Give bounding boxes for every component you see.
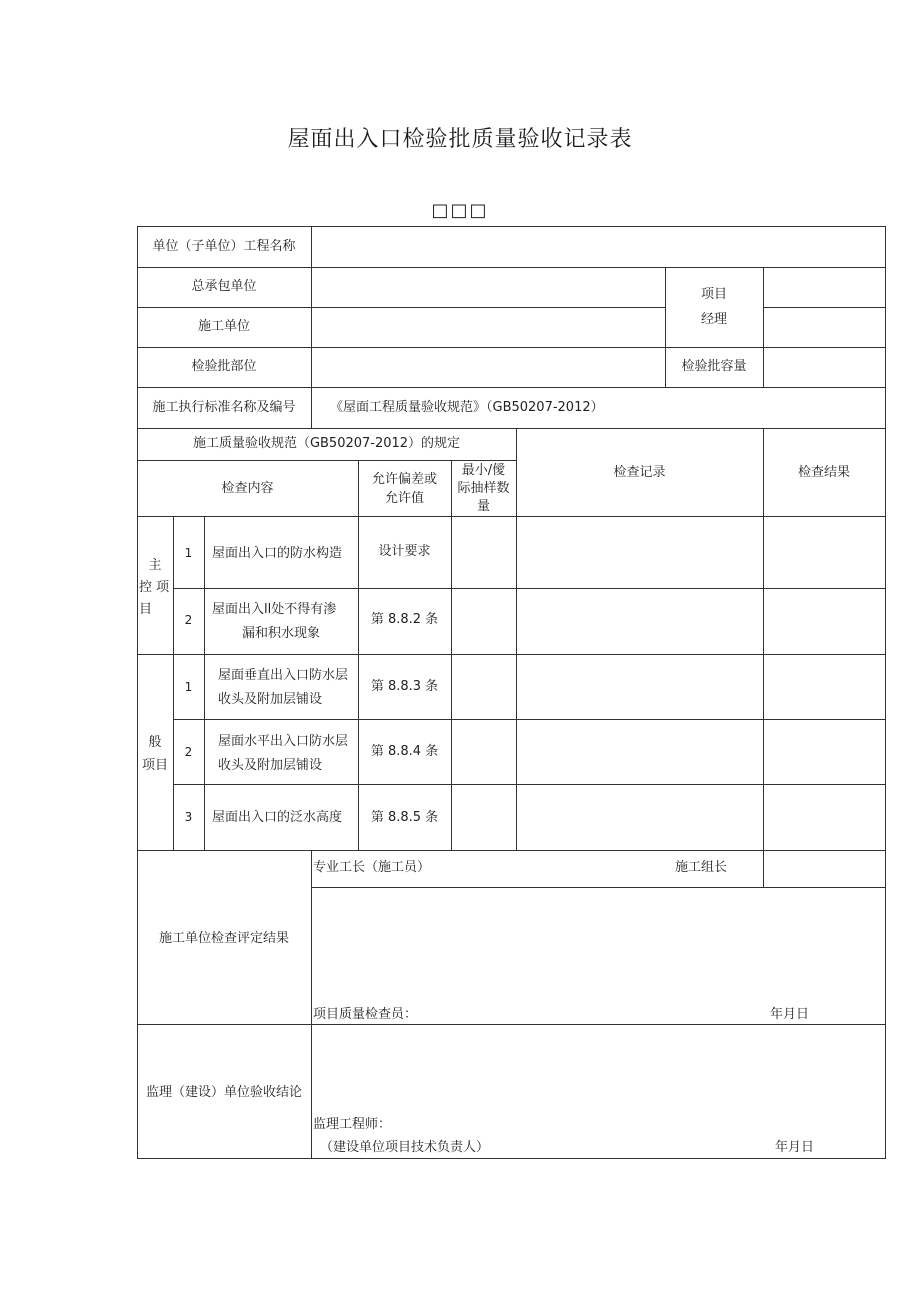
date-1: 年月日 bbox=[770, 1007, 810, 1022]
record-header: 检查记录 bbox=[613, 465, 666, 480]
project-manager-label-1: 项目 bbox=[700, 287, 727, 302]
general-item-1-no: 1 bbox=[184, 680, 193, 694]
team-leader-label: 施工组长 bbox=[675, 860, 728, 875]
sample-header-1: 最小/僾 bbox=[461, 463, 506, 478]
main-item-1-req: 设计要求 bbox=[378, 544, 431, 559]
batch-location-label: 检验批部位 bbox=[191, 359, 257, 374]
allow-header-2: 允许值 bbox=[384, 491, 424, 506]
general-contractor-label: 总承包单位 bbox=[191, 279, 257, 294]
general-item-2-req: 第 8.8.4 条 bbox=[370, 744, 439, 759]
page-title: 屋面出入口检验批质量验收记录表 bbox=[287, 127, 633, 152]
main-control-label-1: 主 bbox=[148, 558, 162, 573]
result-header: 检查结果 bbox=[797, 465, 850, 480]
foreman-label: 专业工长（施工员） bbox=[313, 860, 431, 875]
general-item-1-content-2: 收头及附加层铺设 bbox=[218, 692, 323, 707]
form-code: □□□ bbox=[431, 200, 489, 221]
engineer-label: 监理工程师： bbox=[313, 1117, 392, 1132]
general-item-2-no: 2 bbox=[184, 745, 193, 759]
date-2: 年月日 bbox=[775, 1140, 815, 1155]
general-item-3-no: 3 bbox=[184, 810, 193, 824]
construction-result-label: 施工单位检查评定结果 bbox=[158, 931, 289, 946]
main-control-label-2: 控 项 bbox=[139, 580, 170, 595]
sample-header-3: 量 bbox=[476, 499, 490, 514]
main-item-1-no: 1 bbox=[184, 546, 193, 560]
general-item-2-content-2: 收头及附加层铺设 bbox=[218, 758, 323, 773]
check-content-header: 检查内容 bbox=[221, 481, 274, 496]
general-label-1: 般 bbox=[148, 735, 162, 750]
batch-capacity-label: 检验批容量 bbox=[681, 359, 747, 374]
inspector-label: 项目质量检查员： bbox=[313, 1007, 418, 1022]
general-item-3-req: 第 8.8.5 条 bbox=[370, 810, 439, 825]
main-item-2-content-2: 漏和积水现象 bbox=[241, 626, 320, 641]
main-item-2-req: 第 8.8.2 条 bbox=[370, 612, 439, 627]
construction-unit-label: 施工单位 bbox=[197, 319, 250, 334]
project-name-label: 单位（子单位）工程名称 bbox=[152, 239, 296, 254]
standard-label: 施工执行标准名称及编号 bbox=[152, 400, 296, 415]
general-item-3-content: 屋面出入口的泛水高度 bbox=[212, 810, 343, 825]
general-item-1-req: 第 8.8.3 条 bbox=[370, 679, 439, 694]
main-item-2-content-1: 屋面出入ll处不得有渗 bbox=[212, 602, 337, 617]
spec-header: 施工质量验收规范（GB50207-2012）的规定 bbox=[192, 436, 461, 451]
standard-value: 《屋面工程质量验收规范》（GB50207-2012） bbox=[330, 400, 604, 415]
main-control-label-3: 目 bbox=[139, 602, 153, 617]
allow-header-1: 允许偏差或 bbox=[371, 472, 437, 487]
main-item-1-content: 屋面出入口的防水构造 bbox=[212, 546, 343, 561]
supervision-label: 监理（建设）单位验收结论 bbox=[145, 1085, 302, 1100]
project-manager-label-2: 经理 bbox=[700, 312, 727, 327]
general-item-1-content-1: 屋面垂直出入口防水层 bbox=[218, 668, 349, 683]
owner-label: （建设单位项目技术负责人） bbox=[320, 1140, 490, 1155]
general-label-2: 项目 bbox=[141, 758, 168, 773]
sample-header-2: 际抽样数 bbox=[457, 481, 510, 496]
general-item-2-content-1: 屋面水平出入口防水层 bbox=[218, 734, 349, 749]
main-item-2-no: 2 bbox=[184, 613, 193, 627]
